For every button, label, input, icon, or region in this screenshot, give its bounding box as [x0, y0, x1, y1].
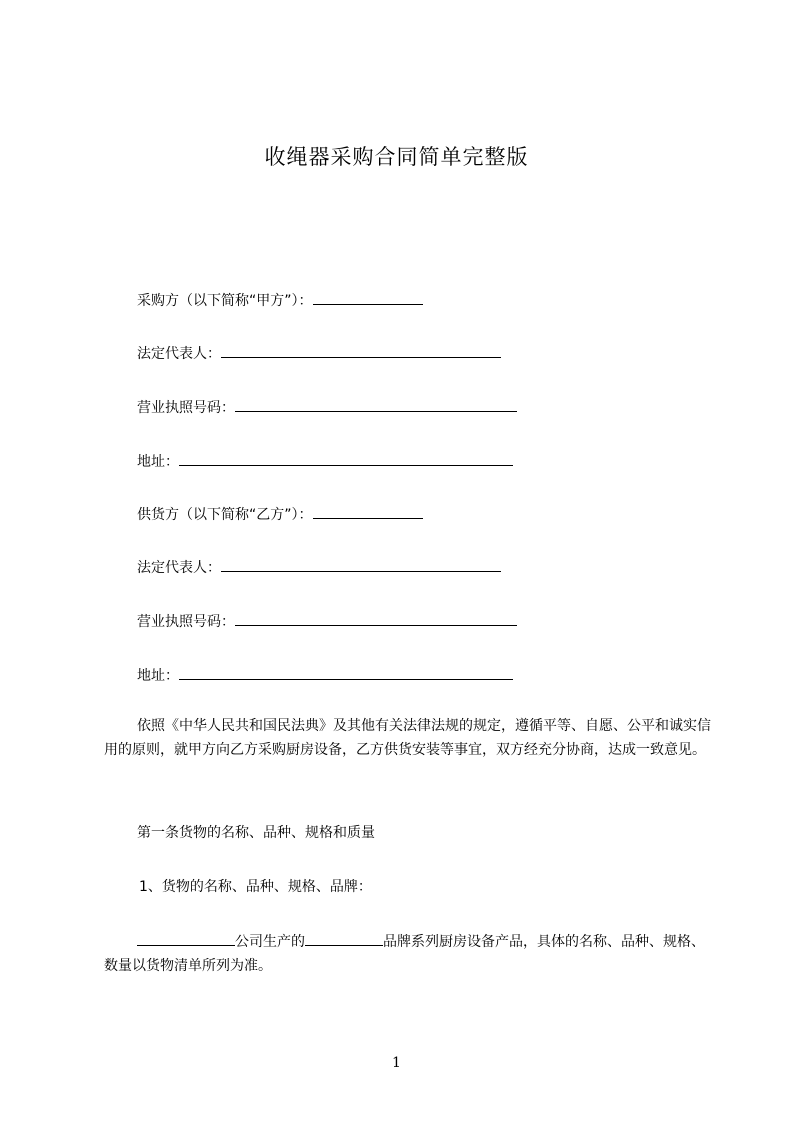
article1-item1-paragraph	[104, 930, 712, 978]
party-a-license-label: 营业执照号码：	[137, 400, 235, 416]
party-a-address-line	[137, 451, 513, 472]
brand-blank[interactable]	[305, 931, 383, 946]
party-b-license-label: 营业执照号码：	[137, 614, 235, 630]
party-a-line	[137, 290, 423, 311]
company-blank[interactable]	[137, 931, 235, 946]
article1-heading: 第一条货物的名称、品种、规格和质量	[137, 825, 375, 841]
party-b-license-blank[interactable]	[235, 611, 517, 626]
party-b-address-blank[interactable]	[179, 665, 513, 680]
party-b-legal-rep-line	[137, 557, 501, 578]
party-b-address-line	[137, 665, 513, 686]
party-a-legal-rep-line	[137, 343, 501, 364]
item1-text-part2: 品牌系列厨房设备产品，具体的名称、品种、规格、数量以货物清单所列为准。	[104, 934, 705, 974]
party-b-line	[137, 504, 423, 525]
party-b-legal-rep-blank[interactable]	[221, 557, 501, 572]
party-a-license-blank[interactable]	[235, 397, 517, 412]
intro-paragraph-text: 依照《中华人民共和国民法典》及其他有关法律法规的规定，遵循平等、自愿、公平和诚实信用的原则，就甲方向乙方采购厨房设备，乙方供货安装等事宜，双方经充分协商，达成一致意见。	[104, 718, 711, 758]
article1-item1: 1、货物的名称、品种、规格、品牌：	[139, 879, 372, 895]
party-a-legal-rep-blank[interactable]	[221, 343, 501, 358]
item1-text-part1: 公司生产的	[235, 934, 305, 950]
party-b-address-label: 地址：	[137, 668, 179, 684]
party-a-address-blank[interactable]	[179, 451, 513, 466]
intro-paragraph	[104, 714, 712, 762]
document-title: 收绳器采购合同简单完整版	[264, 145, 529, 169]
party-b-license-line	[137, 611, 517, 632]
party-a-legal-rep-label: 法定代表人：	[137, 346, 221, 362]
party-a-label: 采购方（以下简称“甲方”）：	[137, 293, 313, 309]
party-a-blank[interactable]	[313, 290, 423, 305]
page-number: 1	[392, 1055, 401, 1071]
party-b-legal-rep-label: 法定代表人：	[137, 560, 221, 576]
party-a-license-line	[137, 397, 517, 418]
party-b-blank[interactable]	[313, 504, 423, 519]
party-a-address-label: 地址：	[137, 454, 179, 470]
party-b-label: 供货方（以下简称“乙方”）：	[137, 507, 313, 523]
